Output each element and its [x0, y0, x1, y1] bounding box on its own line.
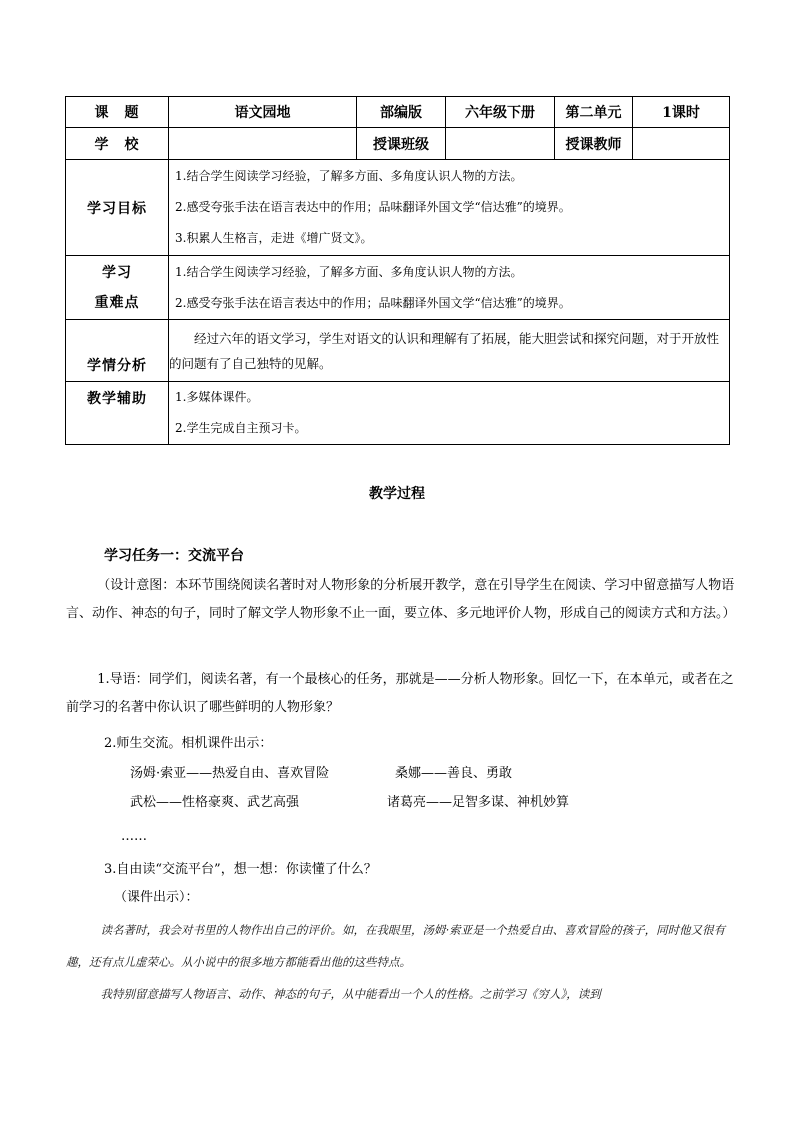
aids-cell — [169, 382, 730, 445]
hours-value: 1课时 — [633, 97, 730, 128]
quote-paragraph: 我特别留意描写人物语言、动作、神态的句子，从中能看出一个人的性格。之前学习《穷人》，读到 — [100, 987, 601, 1001]
lesson-plan-table — [65, 96, 730, 445]
analysis-label: 学情分析 — [66, 320, 169, 382]
step1: 1.导语：同学们，阅读名著，有一个最核心的任务，那就是——分析人物形象。回忆一下，在本单元，或者在之前学习的名著中你认识了哪些鲜明的人物形象？ — [66, 672, 734, 715]
quote-paragraph: 读名著时，我会对书里的人物作出自己的评价。如，在我眼里，汤姆·索亚是一个热爱自由、喜欢冒险的孩子，同时他又很有趣，还有点儿虚荣心。从小说中的很多地方都能看出他的这些特点。 — [66, 923, 726, 969]
school-value — [169, 128, 357, 160]
courseware-note: （课件出示）： — [114, 890, 199, 905]
character-item: 桑娜——善良、勇敢 — [395, 766, 513, 781]
subject-value: 语文园地 — [169, 97, 357, 128]
character-item: 诸葛亮——足智多谋、神机妙算 — [387, 795, 570, 810]
aids-label: 教学辅助 — [66, 382, 169, 445]
process-title: 教学过程 — [369, 486, 425, 502]
goal-item: 2.感受夸张手法在语言表达中的作用；品味翻译外国文学“信达雅”的境界。 — [175, 200, 571, 214]
grade-value: 六年级下册 — [446, 97, 555, 128]
design-intent: （设计意图：本环节围绕阅读名著时对人物形象的分析展开教学，意在引导学生在阅读、学习中留意描写人物语言、动作、神态的句子，同时了解文学人物形象不止一面，要立体、多元地评价人物，形成自己的阅读方式和方法。） — [66, 578, 736, 621]
character-item: 武松——性格豪爽、武艺高强 — [130, 795, 300, 810]
key-points-cell — [169, 256, 730, 320]
analysis-text: 经过六年的语文学习，学生对语文的认识和理解有了拓展，能大胆尝试和探究问题，对于开放性的问题有了自己独特的见解。 — [169, 320, 730, 382]
key-points-label — [66, 256, 169, 320]
ellipsis: …… — [121, 829, 147, 844]
class-label: 授课班级 — [357, 128, 446, 160]
aid-item: 2.学生完成自主预习卡。 — [175, 421, 307, 435]
teacher-label: 授课教师 — [555, 128, 633, 160]
aid-item: 1.多媒体课件。 — [175, 390, 259, 404]
goals-label: 学习目标 — [66, 160, 169, 256]
edition-value: 部编版 — [357, 97, 446, 128]
character-item: 汤姆·索亚——热爱自由、喜欢冒险 — [130, 766, 330, 781]
goals-cell — [169, 160, 730, 256]
class-value — [446, 128, 555, 160]
school-label: 学 校 — [66, 128, 169, 160]
step3: 3.自由读“交流平台”，想一想：你读懂了什么？ — [104, 862, 377, 877]
key-points-label-line1: 学习 — [102, 264, 132, 281]
goal-item: 1.结合学生阅读学习经验，了解多方面、多角度认识人物的方法。 — [175, 169, 523, 183]
key-point-item: 1.结合学生阅读学习经验，了解多方面、多角度认识人物的方法。 — [175, 264, 523, 279]
teacher-value — [633, 128, 730, 160]
task-title: 学习任务一：交流平台 — [104, 548, 244, 564]
unit-value: 第二单元 — [555, 97, 633, 128]
subject-label: 课 题 — [66, 97, 169, 128]
step2: 2.师生交流。相机课件出示： — [104, 736, 273, 751]
key-point-item: 2.感受夸张手法在语言表达中的作用；品味翻译外国文学“信达雅”的境界。 — [175, 295, 571, 310]
goal-item: 3.积累人生格言，走进《增广贤文》。 — [175, 231, 373, 245]
key-points-label-line2: 重难点 — [94, 294, 140, 311]
